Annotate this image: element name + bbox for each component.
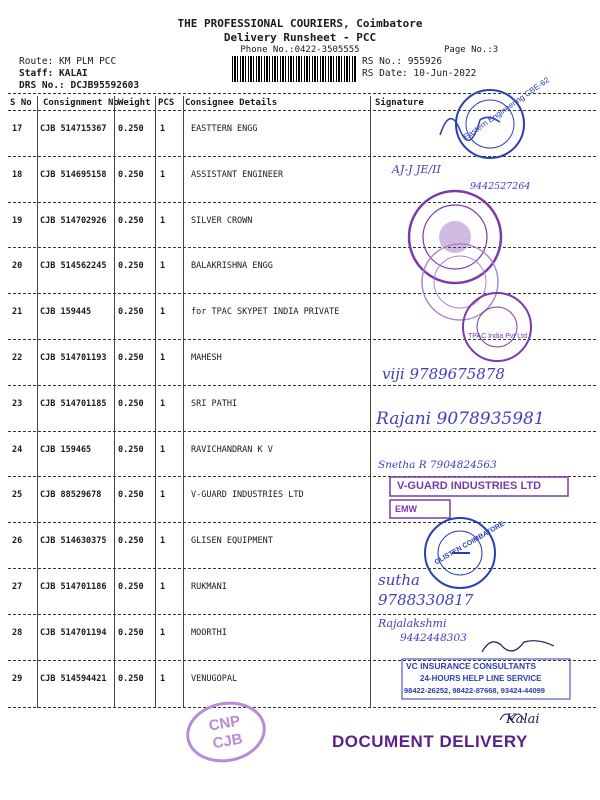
- cjb-text: CJB: [211, 730, 244, 753]
- cell-consignment: CJB 514701194: [40, 627, 107, 638]
- row18-note: AJ-J JE/II: [392, 163, 441, 176]
- cell-sno: 24: [12, 444, 23, 455]
- cell-consignee: GLISEN EQUIPMENT: [191, 536, 273, 547]
- cell-consignee: MOORTHI: [191, 627, 227, 638]
- cell-consignment: CJB 514701185: [40, 398, 107, 409]
- cell-sno: 19: [12, 215, 23, 226]
- cell-consignment: CJB 514702926: [40, 215, 107, 226]
- cell-consignment: CJB 514715367: [40, 124, 107, 134]
- cell-pcs: 1: [160, 627, 166, 638]
- cell-pcs: 1: [160, 536, 166, 547]
- cell-sno: 21: [12, 307, 23, 318]
- cell-weight: 0.250: [118, 124, 144, 134]
- cell-weight: 0.250: [118, 353, 144, 363]
- tpac-stamp-text: TPAC India Pvt Ltd: [468, 333, 528, 340]
- cell-consignee: V-GUARD INDUSTRIES LTD: [191, 490, 304, 501]
- company-name: THE PROFESSIONAL COURIERS, Coimbatore: [177, 17, 423, 30]
- cell-consignee: SILVER CROWN: [191, 215, 253, 226]
- cell-weight: 0.250: [118, 490, 144, 501]
- page-number: Page No.:3: [444, 45, 499, 55]
- cell-consignee: MAHESH: [191, 353, 222, 363]
- cell-sno: 26: [12, 536, 23, 547]
- cell-weight: 0.250: [118, 582, 144, 592]
- cell-consignment: CJB 514701186: [40, 582, 107, 592]
- cell-sno: 17: [12, 124, 23, 134]
- silver-crown-seal: [409, 191, 501, 283]
- cell-weight: 0.250: [118, 627, 144, 638]
- cell-sno: 18: [12, 169, 23, 180]
- cell-sno: 25: [12, 490, 23, 501]
- col-weight: Weight: [118, 98, 151, 108]
- col-pcs: PCS: [158, 98, 175, 108]
- col-sno: S No: [10, 98, 32, 108]
- cnp-text: CNP: [207, 712, 242, 735]
- cell-consignee: RUKMANI: [191, 582, 227, 592]
- cell-weight: 0.250: [118, 169, 144, 180]
- cell-pcs: 1: [160, 215, 166, 226]
- cell-consignment: CJB 514630375: [40, 536, 107, 547]
- cell-weight: 0.250: [118, 261, 144, 272]
- cell-consignee: BALAKRISHNA ENGG: [191, 261, 273, 272]
- cell-consignment: CJB 514701193: [40, 353, 107, 363]
- phone-number: Phone No.:0422-3505555: [240, 45, 360, 55]
- cell-pcs: 1: [160, 124, 166, 134]
- route: Route: KM PLM PCC: [19, 56, 117, 67]
- cell-pcs: 1: [160, 398, 166, 409]
- cell-pcs: 1: [160, 444, 166, 455]
- document-delivery-stamp: DOCUMENT DELIVERY: [332, 732, 528, 751]
- cell-consignment: CJB 514594421: [40, 673, 107, 684]
- cell-weight: 0.250: [118, 215, 144, 226]
- drs-number: DRS No.: DCJB95592603: [19, 80, 140, 91]
- cell-consignment: CJB 514695158: [40, 169, 107, 180]
- cell-pcs: 1: [160, 261, 166, 272]
- row22-note: viji 9789675878: [382, 365, 505, 383]
- row27-name: sutha: [378, 571, 420, 589]
- kalai-signature: Kalai: [506, 712, 540, 727]
- cell-weight: 0.250: [118, 444, 144, 455]
- cell-sno: 23: [12, 398, 23, 409]
- cell-pcs: 1: [160, 582, 166, 592]
- vc-stamp-line2: 24-HOURS HELP LINE SERVICE: [420, 674, 542, 683]
- eastern-stamp-text: Eastern Engineering CBE-62: [461, 75, 552, 142]
- row28-phone: 9442448303: [400, 632, 467, 644]
- cell-consignee: ASSISTANT ENGINEER: [191, 169, 284, 180]
- cell-consignment: CJB 159465: [40, 444, 92, 455]
- col-consignment: Consignment No: [43, 98, 119, 108]
- cell-pcs: 1: [160, 169, 166, 180]
- cell-weight: 0.250: [118, 307, 144, 318]
- row24-note: Snetha R 7904824563: [378, 459, 497, 471]
- cell-pcs: 1: [160, 490, 166, 501]
- row28-name: Rajalakshmi: [378, 617, 447, 630]
- vguard-sub-text: EMW: [395, 504, 417, 514]
- row23-note: Rajani 9078935981: [376, 409, 545, 429]
- glisten-stamp-text: GLISTEN COIMBATORE: [433, 520, 506, 567]
- row18-phone: 9442527264: [470, 181, 531, 192]
- cell-consignment: CJB 88529678: [40, 490, 102, 501]
- col-signature: Signature: [375, 98, 424, 108]
- cell-consignee: EASTTERN ENGG: [191, 124, 258, 134]
- cell-pcs: 1: [160, 673, 166, 684]
- cell-sno: 28: [12, 627, 23, 638]
- cell-sno: 27: [12, 582, 23, 592]
- cell-pcs: 1: [160, 353, 166, 363]
- row27-phone: 9788330817: [378, 591, 474, 609]
- cell-consignee: VENUGOPAL: [191, 673, 238, 684]
- cell-weight: 0.250: [118, 673, 144, 684]
- cell-consignment: CJB 514562245: [40, 261, 107, 272]
- cell-weight: 0.250: [118, 398, 144, 409]
- tpac-stamp: [463, 293, 531, 361]
- cell-sno: 29: [12, 673, 23, 684]
- cell-consignee: SRI PATHI: [191, 398, 238, 409]
- rs-number: RS No.: 955926: [362, 56, 443, 67]
- cell-consignment: CJB 159445: [40, 307, 92, 318]
- col-consignee: Consignee Details: [185, 98, 278, 108]
- cell-sno: 22: [12, 353, 23, 363]
- document-title: Delivery Runsheet - PCC: [223, 31, 377, 44]
- cell-consignee: for TPAC SKYPET INDIA PRIVATE: [191, 307, 340, 318]
- cell-consignee: RAVICHANDRAN K V: [191, 444, 273, 455]
- vc-stamp-line3: 98422-26252, 98422-87668, 93424-44099: [404, 686, 545, 695]
- staff: Staff: KALAI: [19, 68, 88, 79]
- rs-date: RS Date: 10-Jun-2022: [362, 68, 477, 79]
- signature-scribble: [482, 641, 554, 652]
- cell-sno: 20: [12, 261, 23, 272]
- vc-stamp-line1: VC INSURANCE CONSULTANTS: [406, 661, 537, 671]
- vguard-stamp-text: V-GUARD INDUSTRIES LTD: [397, 480, 542, 492]
- cell-weight: 0.250: [118, 536, 144, 547]
- cell-pcs: 1: [160, 307, 166, 318]
